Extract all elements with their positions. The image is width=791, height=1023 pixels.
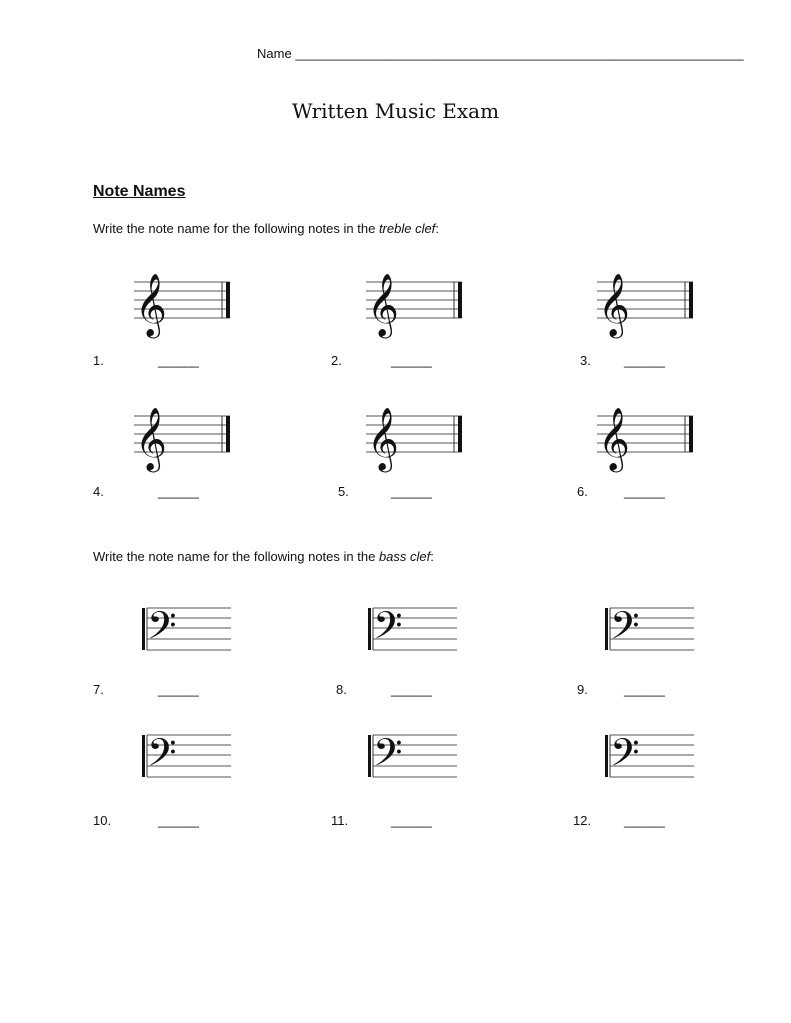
- answer-blank[interactable]: ______: [624, 813, 665, 828]
- answer-blank[interactable]: ______: [158, 484, 199, 499]
- question-number: 1.: [93, 353, 104, 368]
- bass-clef-icon: 𝄢: [147, 603, 177, 657]
- bass-staff-svg: [604, 598, 699, 658]
- treble-staff-svg: [366, 268, 466, 338]
- bass-staff: [141, 725, 236, 785]
- treble-instruction-clef: treble clef: [378, 221, 436, 236]
- bass-clef-icon: 𝄢: [373, 730, 403, 784]
- answer-blank[interactable]: ______: [624, 682, 665, 697]
- name-label: Name: [257, 46, 292, 61]
- bass-clef-icon: 𝄢: [147, 730, 177, 784]
- question-number: 4.: [93, 484, 104, 499]
- treble-clef-icon: 𝄞: [135, 407, 167, 470]
- name-field[interactable]: [257, 46, 744, 61]
- bass-instruction-clef: bass clef: [378, 549, 431, 564]
- treble-staff-svg: [134, 402, 234, 472]
- answer-blank[interactable]: ______: [391, 682, 432, 697]
- question-number: 7.: [93, 682, 104, 697]
- answer-blank[interactable]: ______: [391, 484, 432, 499]
- bass-staff-svg: [141, 725, 236, 785]
- treble-clef-icon: 𝄞: [598, 273, 630, 336]
- bass-staff: [367, 725, 462, 785]
- treble-instruction-text: Write the note name for the following notes in the: [93, 221, 379, 236]
- question-number: 12.: [573, 813, 592, 828]
- bass-staff-svg: [141, 598, 236, 658]
- question-number: 9.: [577, 682, 588, 697]
- treble-clef-icon: 𝄞: [367, 407, 399, 470]
- question-number: 5.: [338, 484, 349, 499]
- bass-staff: [141, 598, 236, 658]
- answer-blank[interactable]: ______: [158, 682, 199, 697]
- section-heading: Note Names: [93, 183, 186, 200]
- treble-instruction-end: :: [435, 221, 439, 236]
- question-number: 3.: [580, 353, 591, 368]
- bass-clef-icon: 𝄢: [373, 603, 403, 657]
- bass-staff: [367, 598, 462, 658]
- treble-clef-icon: 𝄞: [598, 407, 630, 470]
- question-number: 10.: [93, 813, 112, 828]
- treble-staff-svg: [366, 402, 466, 472]
- question-number: 8.: [336, 682, 347, 697]
- treble-staff: [597, 268, 697, 338]
- treble-staff-svg: [597, 402, 697, 472]
- bass-staff-svg: [367, 725, 462, 785]
- bass-instruction-text: Write the note name for the following notes in the: [93, 549, 379, 564]
- treble-clef-icon: 𝄞: [367, 273, 399, 336]
- bass-clef-icon: 𝄢: [610, 730, 640, 784]
- answer-blank[interactable]: ______: [624, 353, 665, 368]
- bass-staff: [604, 725, 699, 785]
- answer-blank[interactable]: ______: [158, 813, 199, 828]
- bass-staff: [604, 598, 699, 658]
- answer-blank[interactable]: ______: [624, 484, 665, 499]
- bass-staff-svg: [367, 598, 462, 658]
- question-number: 2.: [331, 353, 342, 368]
- bass-instruction-end: :: [430, 549, 434, 564]
- treble-staff: [597, 402, 697, 472]
- treble-clef-icon: 𝄞: [135, 273, 167, 336]
- question-number: 6.: [577, 484, 588, 499]
- question-number: 11.: [331, 813, 349, 828]
- bass-clef-icon: 𝄢: [610, 603, 640, 657]
- treble-staff-svg: [134, 268, 234, 338]
- bass-staff-svg: [604, 725, 699, 785]
- name-blank[interactable]: ______________________________________________________________: [295, 46, 744, 61]
- answer-blank[interactable]: ______: [158, 353, 199, 368]
- bass-instruction: [93, 549, 434, 564]
- treble-staff: [366, 402, 466, 472]
- treble-staff-svg: [597, 268, 697, 338]
- answer-blank[interactable]: ______: [391, 353, 432, 368]
- treble-staff: [366, 268, 466, 338]
- answer-blank[interactable]: ______: [391, 813, 432, 828]
- page-title: Written Music Exam: [291, 99, 500, 123]
- treble-staff: [134, 402, 234, 472]
- treble-staff: [134, 268, 234, 338]
- treble-instruction: [93, 221, 439, 236]
